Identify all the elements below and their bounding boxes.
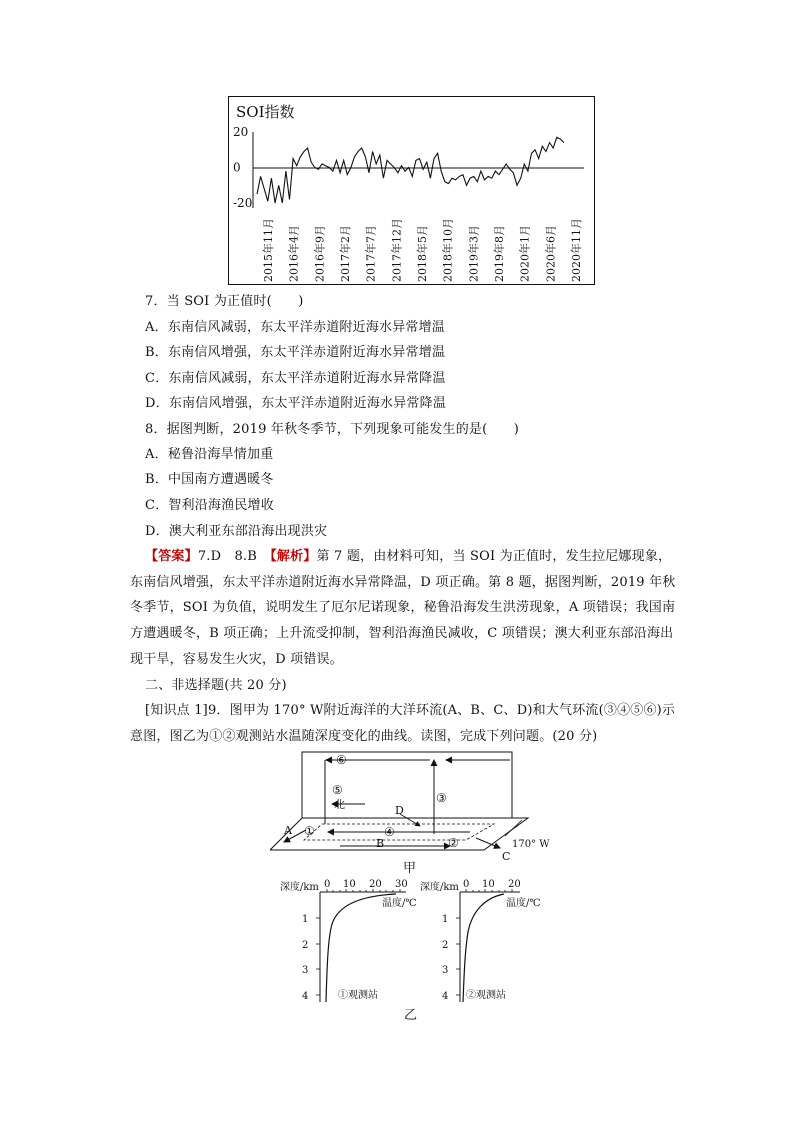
x-tick-label: 2017年7月	[364, 225, 378, 282]
x-tick-label: 2016年9月	[313, 225, 327, 282]
label-longitude: 170° W	[512, 839, 550, 850]
x-tick-label: 2016年4月	[287, 225, 301, 282]
label-six: ⑥	[336, 753, 347, 767]
station-label-1: ①观测站	[338, 990, 378, 1001]
q8-option-b: B．中国南方遭遇暖冬	[145, 472, 274, 487]
answer-line-1	[145, 545, 671, 564]
label-three: ③	[436, 791, 447, 805]
temp-tick-2-0: 0	[463, 879, 470, 890]
label-a: A	[284, 824, 292, 837]
x-axis	[261, 218, 583, 282]
chart-title: SOI指数	[236, 103, 295, 121]
depth-tick-1-4: 4	[302, 991, 309, 1002]
q9-line-1: [知识点 1]9．图甲为 170° W附近海洋的大洋环流(A、B、C、D)和大气环流(③④⑤⑥)示	[145, 703, 676, 718]
label-one: ①	[304, 824, 315, 838]
label-b: B	[376, 837, 385, 850]
label-two: ②	[448, 836, 459, 850]
analysis-text-1: 第 7 题，由材料可知，当 SOI 为正值时，发生拉尼娜现象，	[316, 549, 672, 564]
analysis-line-3: 冬季节，SOI 为负值，说明发生了厄尔尼诺现象，秘鲁沿海发生洪涝现象，A 项错误；我国南	[130, 600, 676, 615]
temperature-curve-1	[326, 894, 396, 1002]
y-tick-label: -20	[233, 196, 253, 210]
y-tick-label: 20	[233, 125, 249, 139]
analysis-tag: 【解析】	[270, 549, 317, 564]
label-four: ④	[384, 825, 395, 839]
depth-axis-2-ticks	[456, 918, 460, 995]
soi-series-line	[257, 137, 564, 203]
q7-option-d: D．东南信风增强，东太平洋赤道附近海水异常降温	[145, 396, 447, 411]
answer-values: 7.D 8.B	[197, 549, 271, 564]
q7-stem: 7．当 SOI 为正值时( )	[145, 294, 304, 309]
y-tick-label: 0	[233, 160, 241, 175]
temp-tick-1-0: 0	[324, 879, 331, 890]
depth-tick-2-1: 1	[442, 914, 449, 925]
q8-stem: 8．据图判断，2019 年秋冬季节，下列现象可能发生的是( )	[145, 422, 520, 437]
label-c: C	[502, 850, 511, 863]
x-tick-label: 2020年1月	[518, 225, 532, 282]
x-tick-label: 2020年11月	[570, 218, 583, 282]
depth-tick-2-3: 3	[442, 965, 449, 976]
temp-tick-1-30: 30	[395, 879, 408, 890]
diagram-caption-yi: 乙	[404, 1008, 418, 1022]
circulation-diagram	[270, 750, 560, 876]
label-five: ⑤	[332, 783, 343, 797]
x-tick-label: 2020年6月	[544, 225, 558, 282]
x-tick-label: 2018年10月	[441, 218, 455, 282]
q7-option-c: C．东南信风减弱，东太平洋赤道附近海水异常降温	[145, 371, 446, 386]
analysis-line-5: 现干旱，容易发生火灾，D 项错误。	[130, 652, 343, 667]
label-north: 北	[334, 798, 345, 811]
depth-tick-1-1: 1	[302, 914, 309, 925]
analysis-line-2: 东南信风增强，东太平洋赤道附近海水异常降温，D 项正确。第 8 题，据图判断，2019 年秋	[130, 575, 676, 590]
station-label-2: ②观测站	[466, 990, 506, 1001]
diagram-caption-jia: 甲	[403, 861, 417, 876]
q8-option-c: C．智利沿海渔民增收	[145, 498, 274, 513]
label-d: D	[395, 804, 404, 817]
lon-pointer	[505, 820, 522, 836]
temp-label-2: 温度/℃	[506, 898, 541, 909]
depth-tick-1-3: 3	[302, 965, 309, 976]
section-heading: 二、非选择题(共 20 分)	[145, 678, 287, 693]
temperature-depth-diagram	[280, 876, 550, 1022]
x-tick-label: 2017年2月	[339, 225, 352, 282]
depth-axis-1-ticks	[316, 918, 320, 995]
depth-label-2: 深度/km	[420, 882, 459, 893]
depth-label-1: 深度/km	[280, 882, 319, 893]
temp-tick-1-10: 10	[343, 879, 356, 890]
x-tick-label: 2017年12月	[390, 218, 404, 282]
depth-tick-2-4: 4	[442, 991, 449, 1002]
x-tick-label: 2018年5月	[416, 225, 429, 282]
temp-tick-2-10: 10	[482, 879, 495, 890]
q7-option-b: B．东南信风增强，东太平洋赤道附近海水异常增温	[145, 345, 446, 360]
temp-label-1: 温度/℃	[382, 898, 417, 909]
q9-line-2: 意图，图乙为①②观测站水温随深度变化的曲线。读图，完成下列问题。(20 分)	[130, 729, 598, 744]
analysis-line-4: 方遭遇暖冬，B 项正确；上升流受抑制，智利沿海渔民减收，C 项错误；澳大利亚东部沿海出	[130, 626, 674, 641]
y-axis	[233, 125, 252, 210]
x-tick-label: 2015年11月	[262, 218, 275, 282]
x-tick-label: 2019年3月	[467, 225, 481, 282]
q8-option-a: A．秘鲁沿海旱情加重	[145, 447, 274, 462]
temp-tick-2-20: 20	[508, 879, 521, 890]
q7-option-a: A．东南信风减弱，东太平洋赤道附近海水异常增温	[145, 320, 445, 335]
temp-tick-1-20: 20	[369, 879, 382, 890]
depth-tick-1-2: 2	[302, 940, 309, 951]
soi-chart	[228, 96, 596, 286]
q8-option-d: D．澳大利亚东部沿海出现洪灾	[145, 524, 328, 539]
answer-tag: 【答案】	[145, 549, 198, 564]
depth-tick-2-2: 2	[442, 940, 449, 951]
temperature-curve-2	[463, 894, 504, 1002]
x-tick-label: 2019年8月	[493, 225, 506, 282]
